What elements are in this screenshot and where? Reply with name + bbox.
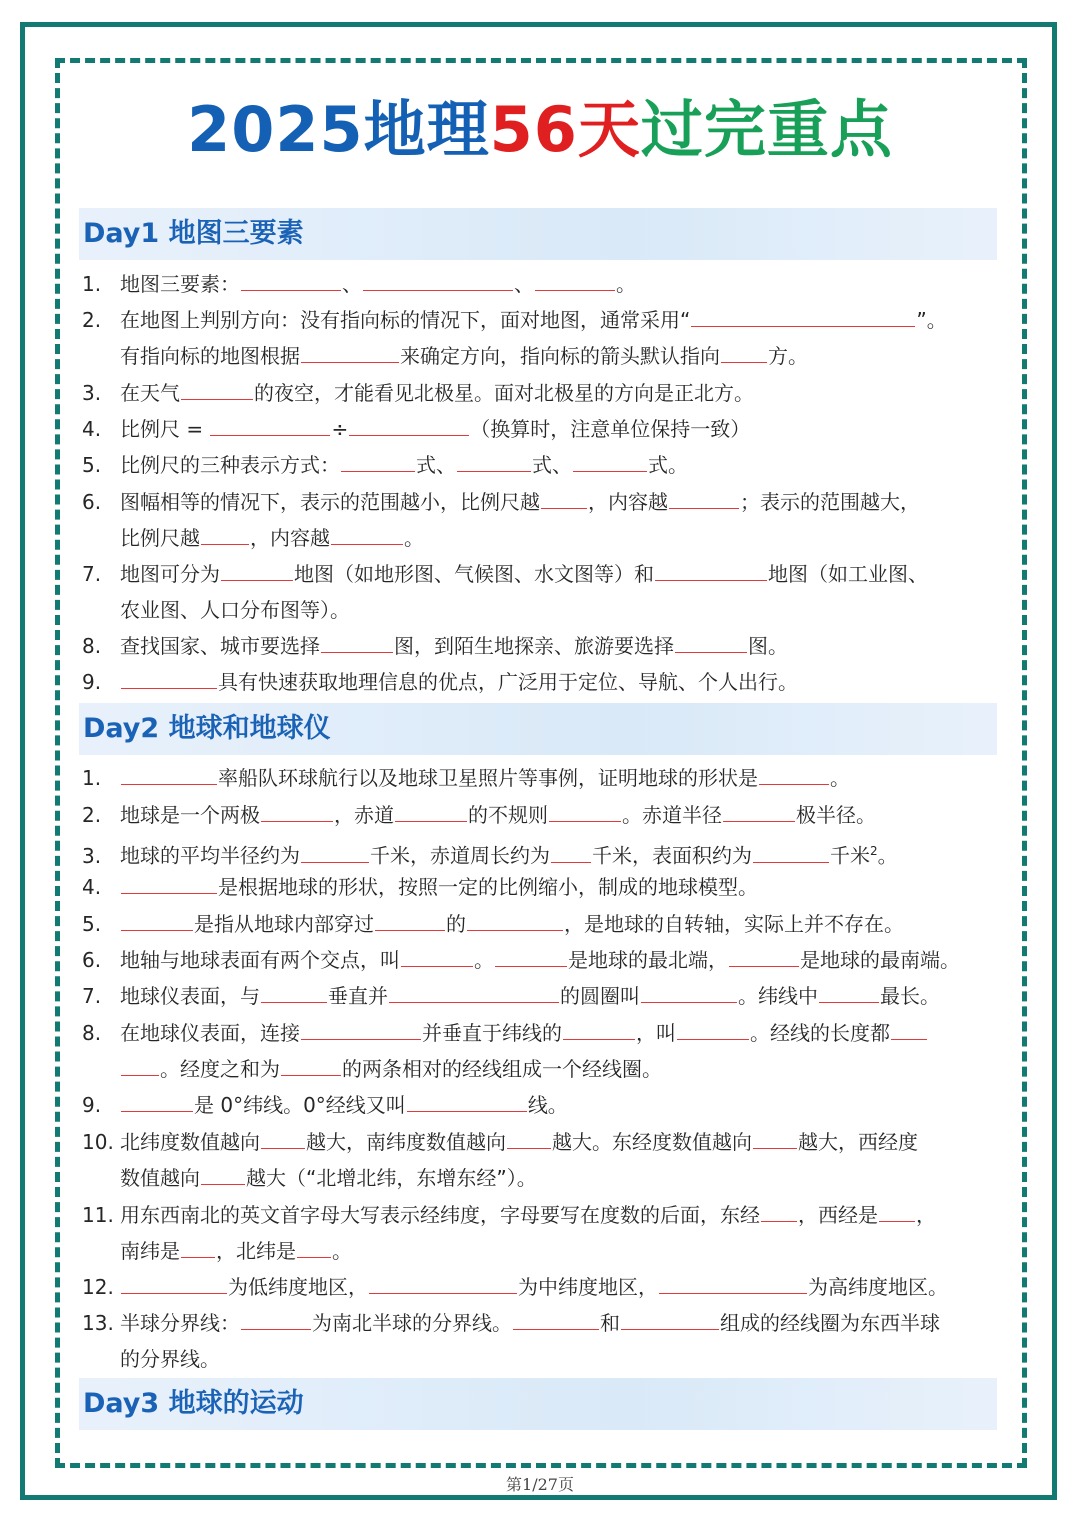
list-item: 7. 地图可分为 地图（如地形图、气候图、水文图等）和 地图（如工业图、 [82,556,928,592]
page-number: 第1/27页 [506,1475,574,1494]
list-item-continued: 农业图、人口分布图等）。 [120,598,350,622]
list-item: 5. 比例尺的三种表示方式： 式、 式、 式。 [82,447,688,483]
section-header-day1: Day1 地图三要素 [79,208,997,260]
list-item: 3. 在天气 的夜空，才能看见北极星。面对北极星的方向是正北方。 [82,375,754,411]
list-item: 11. 用东西南北的英文首字母大写表示经纬度，字母要写在度数的后面，东经 ，西经是 ， [82,1197,936,1233]
section-header-day2: Day2 地球和地球仪 [79,703,997,755]
list-item: 8. 在地球仪表面，连接 并垂直于纬线的 ，叫 。经线的长度都 [82,1015,928,1051]
list-item-continued: 数值越向 越大（“北增北纬，东增东经”）。 [120,1160,537,1196]
list-item-continued: 有指向标的地图根据 来确定方向，指向标的箭头默认指向 方。 [120,338,808,374]
list-item: 12. 为低纬度地区， 为中纬度地区， 为高纬度地区。 [82,1269,948,1305]
list-item: 9. 具有快速获取地理信息的优点，广泛用于定位、导航、个人出行。 [82,664,798,700]
list-item: 6. 地轴与地球表面有两个交点，叫 。 是地球的最北端， 是地球的最南端。 [82,942,960,978]
list-item: 7. 地球仪表面，与 垂直并 的圆圈叫 。纬线中 最长。 [82,978,940,1014]
list-item-continued: 。经度之和为 的两条相对的经线组成一个经线圈。 [120,1051,662,1087]
list-item: 1. 率船队环球航行以及地球卫星照片等事例，证明地球的形状是 。 [82,760,850,796]
list-item: 2. 地球是一个两极 ，赤道 的不规则 。赤道半径 极半径。 [82,797,876,833]
list-item: 4. 是根据地球的形状，按照一定的比例缩小，制成的地球模型。 [82,869,758,905]
list-item: 5. 是指从地球内部穿过 的 ，是地球的自转轴，实际上并不存在。 [82,906,904,942]
list-item: 9. 是 0°纬线。0°经线又叫 线。 [82,1087,568,1123]
list-item: 6. 图幅相等的情况下，表示的范围越小，比例尺越 ，内容越 ；表示的范围越大， [82,484,920,520]
list-item: 1. 地图三要素： 、 、 。 [82,266,636,302]
list-item-continued: 的分界线。 [120,1347,220,1371]
list-item: 4. 比例尺 = ÷ （换算时，注意单位保持一致） [82,411,750,447]
list-item: 8. 查找国家、城市要选择 图，到陌生地探亲、旅游要选择 图。 [82,628,788,664]
list-item: 2. 在地图上判别方向：没有指向标的情况下，面对地图，通常采用“ ”。 [82,302,947,338]
list-item-continued: 南纬是 ，北纬是 。 [120,1233,352,1269]
page-title: 2025地理56天过完重点 [187,93,893,166]
list-item: 13. 半球分界线： 为南北半球的分界线。 和 组成的经线圈为东西半球 [82,1305,940,1341]
list-item-continued: 比例尺越 ，内容越 。 [120,520,424,556]
section-header-day3: Day3 地球的运动 [79,1378,997,1430]
list-item: 3. 地球的平均半径约为 千米，赤道周长约为 千米，表面积约为 千米$^2$。 [82,833,898,869]
list-item: 10. 北纬度数值越向 越大，南纬度数值越向 越大。东经度数值越向 越大，西经度 [82,1124,918,1160]
